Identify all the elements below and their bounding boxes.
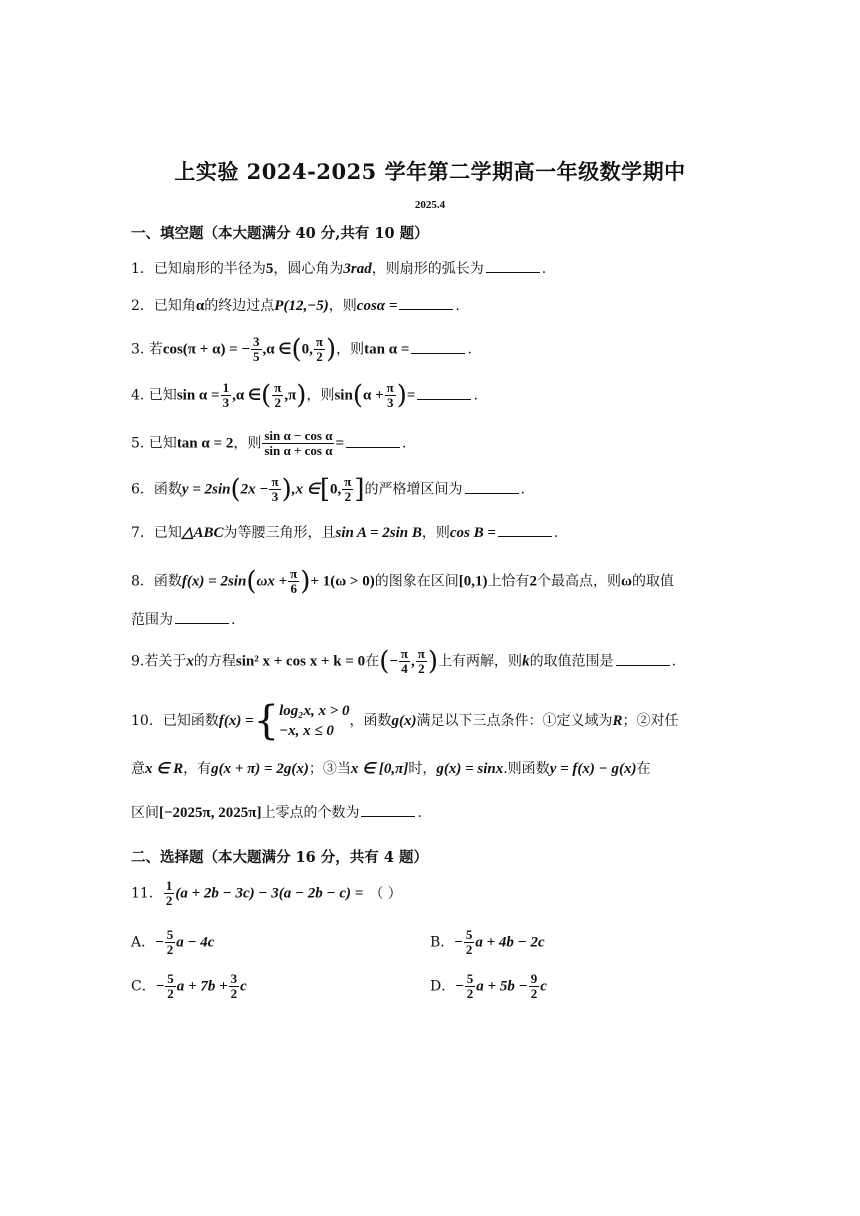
fraction: $\frac{\pi}{2}$ <box>344 474 352 504</box>
page-title: 上实验 2024-2025 学年第二学期高一年级数学期中 <box>174 159 686 184</box>
fraction: $\frac{1}{2}$ <box>165 878 173 908</box>
fraction: $\frac{\text{sin α − cos α}}{\text{sin α + cos α}}$ <box>264 428 333 458</box>
answer-blank[interactable] <box>175 611 229 624</box>
fraction: $\frac{3}{5}$ <box>253 334 260 364</box>
piecewise-cases: log₂x, x > 0 −x, x ≤ 0 <box>279 703 350 739</box>
question-1: 1．已知扇形的半径为5，圆心角为3rad，则扇形的弧长为 . <box>131 261 547 277</box>
answer-blank[interactable] <box>411 341 465 354</box>
fraction: $\frac{\pi}{4}$ <box>400 646 409 676</box>
question-6: 6．函数y = 2sin(2x − $\frac{\pi}{3}$ ),x ∈[0, $\frac{\pi}{2}$ ]的严格增区间为 . <box>131 474 525 505</box>
fraction: $\frac{3}{2}$ <box>230 971 238 1001</box>
answer-blank[interactable] <box>616 653 670 666</box>
answer-blank[interactable] <box>399 297 453 310</box>
answer-blank[interactable] <box>417 387 471 400</box>
question-10-line-2: 意x ∈ R，有g(x + π) = 2g(x)；③当x ∈ [0,π]时，g(x) = sinx.则函数y = f(x) − g(x)在 <box>131 761 651 777</box>
section-choice-heading: 二、选择题（本大题满分 16 分，共有 4 题） <box>131 849 428 866</box>
fraction: $\frac{9}{2}$ <box>530 971 538 1001</box>
question-3: 3. 若cos(π + α) = − $\frac{3}{5}$ ,α ∈(0, $\frac{\pi}{2}$ )，则tan α = . <box>131 334 472 365</box>
fraction: $\frac{\pi}{2}$ <box>274 380 282 410</box>
answer-blank[interactable] <box>361 804 415 817</box>
fraction: $\frac{1}{3}$ <box>222 380 230 410</box>
fraction: $\frac{5}{2}$ <box>465 927 473 957</box>
option-b[interactable]: B．− $\frac{5}{2}$ a + 4b − 2c <box>430 927 545 957</box>
fraction: $\frac{5}{2}$ <box>466 971 474 1001</box>
question-10: 10．已知函数f(x) ={ log₂x, x > 0 −x, x ≤ 0 ，函数g(x)满足以下三点条件：①定义域为R；②对任 <box>131 698 679 744</box>
question-11: 11． $\frac{1}{2}$ (a + 2b − 3c) − 3(a − 2b − c) = （ ） <box>131 878 402 908</box>
fraction: $\frac{5}{2}$ <box>167 971 174 1001</box>
answer-blank[interactable] <box>346 435 400 448</box>
question-5: 5. 已知tan α = 2，则 $\frac{\text{sin α − cos α}}{\text{sin α + cos α}}$ = . <box>131 428 407 458</box>
question-9: 9.若关于x的方程sin² x + cos x + k = 0在(− $\frac{\pi}{4}$ , $\frac{\pi}{2}$ )上有两解，则k的取值范围是 . <box>131 646 677 677</box>
answer-blank[interactable] <box>498 524 552 537</box>
question-2: 2．已知角α的终边过点P(12,−5)，则cosα = . <box>131 298 460 314</box>
fraction: $\frac{\pi}{3}$ <box>386 380 394 410</box>
answer-blank[interactable] <box>486 260 540 273</box>
fraction: $\frac{\pi}{6}$ <box>290 566 298 596</box>
fraction: $\frac{5}{2}$ <box>166 927 174 957</box>
question-10-line-3: 区间[−2025π, 2025π]上零点的个数为 . <box>131 805 422 821</box>
exam-date: 2025.4 <box>414 199 446 211</box>
option-a[interactable]: A．− $\frac{5}{2}$ a − 4c <box>131 927 215 957</box>
question-8: 8．函数f(x) = 2sin(ωx + $\frac{\pi}{6}$ )+ 1(ω > 0)的图象在区间[0,1)上恰有2个最高点，则ω的取值 <box>131 566 674 597</box>
fraction: $\frac{\pi}{2}$ <box>417 646 425 676</box>
answer-blank[interactable] <box>465 481 519 494</box>
question-8-continued: 范围为 . <box>131 612 236 628</box>
option-d[interactable]: D．− $\frac{5}{2}$ a + 5b − $\frac{9}{2}$ c <box>430 971 547 1001</box>
option-c[interactable]: C．− $\frac{5}{2}$ a + 7b + $\frac{3}{2}$ c <box>131 971 247 1001</box>
question-7: 7．已知△ABC为等腰三角形，且sin A = 2sin B，则cos B = . <box>131 525 559 541</box>
fraction: $\frac{\pi}{2}$ <box>315 334 324 364</box>
question-4: 4. 已知sin α = $\frac{1}{3}$ ,α ∈( $\frac{\pi}{2}$ ,π)，则sin(α + $\frac{\pi}{3}$ )= . <box>131 380 478 411</box>
fraction: $\frac{\pi}{3}$ <box>271 474 279 504</box>
section-fill-in-heading: 一、填空题（本大题满分 40 分,共有 10 题） <box>131 225 429 242</box>
